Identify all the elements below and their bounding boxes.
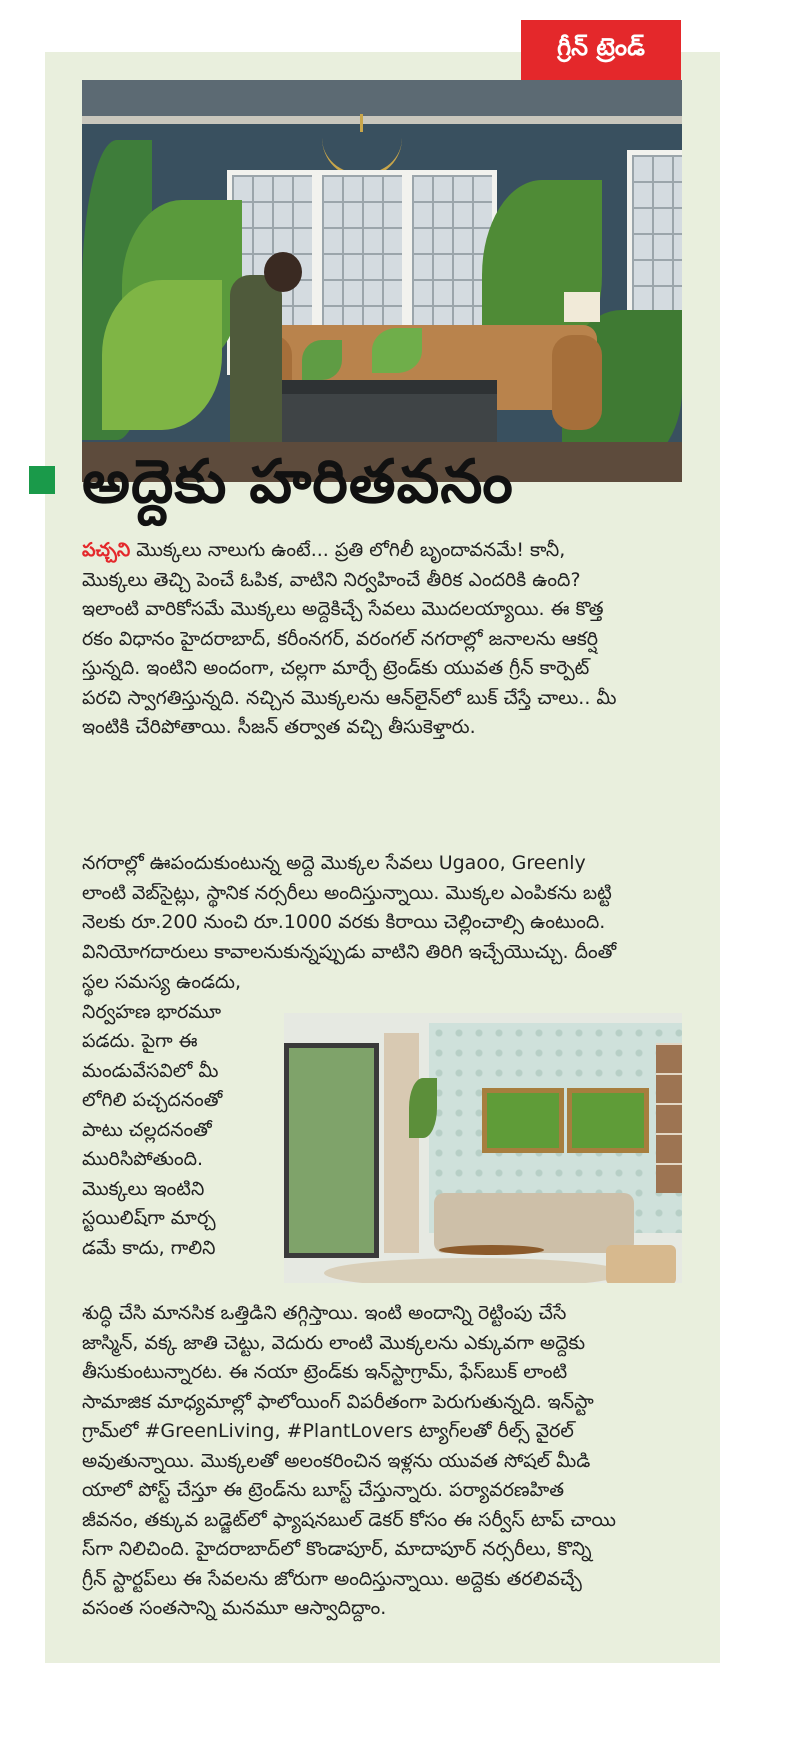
text-line: ఇలాంటి వారికోసమే మొక్కలు అద్దెకిచ్చే సేవలు మొదలయ్యాయి. ఈ కొత్త xyxy=(82,598,604,620)
text-line: వినియోగదారులు కావాలనుకున్నప్పుడు వాటిని తిరిగి ఇచ్చేయొచ్చు. దీంతో xyxy=(82,940,617,963)
lamp xyxy=(564,292,600,322)
text-line: స్తున్నది. ఇంటిని అందంగా, చల్లగా మార్చే ట్రెండ్‌కు యువత గ్రీన్ కార్పెట్ xyxy=(82,657,590,679)
curtain xyxy=(384,1033,419,1253)
text-line: స్టయిలిష్‌గా మార్చ xyxy=(82,1207,216,1229)
text-line: నిర్వహణ భారమూ xyxy=(82,1000,222,1023)
section-tag: గ్రీన్ ట్రెండ్ xyxy=(521,20,681,80)
moss-frame xyxy=(567,1088,649,1153)
coffee-table xyxy=(439,1245,544,1255)
sofa-arm xyxy=(552,335,602,430)
text-line: మండువేసవిలో మీ xyxy=(82,1059,219,1082)
text-line: లోగిలి పచ్చదనంతో xyxy=(82,1089,223,1111)
text-line: మొక్కలు ఇంటిని xyxy=(82,1177,205,1200)
text-line: వసంత సంతసాన్ని మనమూ ఆస్వాదిద్దాం. xyxy=(82,1597,387,1619)
plant xyxy=(102,280,222,430)
text-line: నగరాల్లో ఊపందుకుంటున్న అద్దె మొక్కల సేవలు Ugaoo, Greenly xyxy=(82,852,586,874)
text-line: జీవనం, తక్కువ బడ్జెట్‌లో ఫ్యాషనబుల్ డెకర్ కోసం ఈ సర్వీస్ టాప్ చాయి xyxy=(82,1508,616,1531)
text-line: గ్రామ్‌లో #GreenLiving, #PlantLovers ట్యాగ్‌లతో రీల్స్ వైరల్ xyxy=(82,1420,574,1442)
text-line: అవుతున్నాయి. మొక్కలతో అలంకరించిన ఇళ్లను యువత సోషల్ మీడి xyxy=(82,1449,591,1472)
headline-bullet xyxy=(29,466,55,494)
potted-plant xyxy=(372,328,422,373)
bookshelf xyxy=(656,1043,682,1193)
text-line: జాస్మిన్, వక్క జాతి చెట్టు, వెదురు లాంటి మొక్కలను ఎక్కువగా అద్దెకు xyxy=(82,1331,586,1354)
hero-photo xyxy=(82,80,682,482)
glass-door xyxy=(284,1043,379,1258)
text-line: పరచి స్వాగతిస్తున్నది. నచ్చిన మొక్కలను ఆన్‌లైన్‌లో బుక్ చేస్తే చాలు.. మీ xyxy=(82,686,617,709)
headline: అద్దెకు హరితవనం xyxy=(82,447,514,517)
text-line: పాటు చల్లదనంతో xyxy=(82,1118,212,1141)
text-line: గ్రీన్ స్టార్టప్‌లు ఈ సేవలను జోరుగా అందిస్తున్నాయి. అద్దెకు తరలివచ్చే xyxy=(82,1567,582,1590)
text-line: నెలకు రూ.200 నుంచి రూ.1000 వరకు కిరాయి చెల్లించాల్సి ఉంటుంది. xyxy=(82,911,606,933)
text-line: మురిసిపోతుంది. xyxy=(82,1148,204,1170)
text-line: శుద్ధి చేసి మానసిక ఒత్తిడిని తగ్గిస్తాయి. ఇంటి అందాన్ని రెట్టింపు చేసే xyxy=(82,1302,567,1324)
ottoman xyxy=(606,1245,676,1283)
paragraph-2 xyxy=(82,849,682,967)
lead-word: పచ్చని xyxy=(82,539,131,561)
text-line: డమే కాదు, గాలిని xyxy=(82,1236,216,1259)
woman-head xyxy=(264,252,302,292)
text-line: సామాజిక మాధ్యమాల్లో ఫాలోయింగ్ విపరీతంగా పెరుగుతున్నది. ఇన్‌స్టా xyxy=(82,1390,594,1413)
ceiling xyxy=(82,80,682,120)
text-line: ఇంటికి చేరిపోతాయి. సీజన్ తర్వాత వచ్చి తీసుకెళ్తారు. xyxy=(82,716,476,738)
moss-frame xyxy=(482,1088,564,1153)
living-room-photo xyxy=(284,1013,682,1283)
text-line: తీసుకుంటున్నారట. ఈ నయా ట్రెండ్‌కు ఇన్‌స్టాగ్రామ్, ఫేస్‌బుక్ లాంటి xyxy=(82,1361,568,1383)
text-line: యాలో పోస్ట్ చేస్తూ ఈ ట్రెండ్‌ను బూస్ట్ చేస్తున్నారు. పర్యావరణహిత xyxy=(82,1479,564,1501)
side-column-text xyxy=(82,968,280,1263)
text-line: స్‌గా నిలిచింది. హైదరాబాద్‌లో కొండాపూర్, మాదాపూర్ నర్సరీలు, కొన్ని xyxy=(82,1538,592,1560)
woman xyxy=(230,275,282,450)
potted-plant xyxy=(302,340,342,380)
text-line xyxy=(82,536,682,566)
rug xyxy=(324,1258,624,1283)
paragraph-3 xyxy=(82,1299,682,1624)
lead-line-rest: మొక్కలు నాలుగు ఉంటే... ప్రతి లోగిలీ బృందావనమే! కానీ, xyxy=(130,539,566,561)
intro-paragraph xyxy=(82,536,682,743)
cornice xyxy=(82,116,682,124)
text-line: మొక్కలు తెచ్చి పెంచే ఓపిక, వాటిని నిర్వహించే తీరిక ఎందరికి ఉంది? xyxy=(82,568,581,591)
text-line: లాంటి వెబ్‌సైట్లు, స్థానిక నర్సరీలు అందిస్తున్నాయి. మొక్కల ఎంపికను బట్టి xyxy=(82,881,612,904)
hanging-plant xyxy=(409,1078,437,1138)
sofa xyxy=(434,1193,634,1253)
text-line: రకం విధానం హైదరాబాద్, కరీంనగర్, వరంగల్ నగరాల్లో జనాలను ఆకర్షి xyxy=(82,627,599,650)
text-line: పడదు. పైగా ఈ xyxy=(82,1030,198,1052)
text-line: స్థల సమస్య ఉండదు, xyxy=(82,971,242,993)
